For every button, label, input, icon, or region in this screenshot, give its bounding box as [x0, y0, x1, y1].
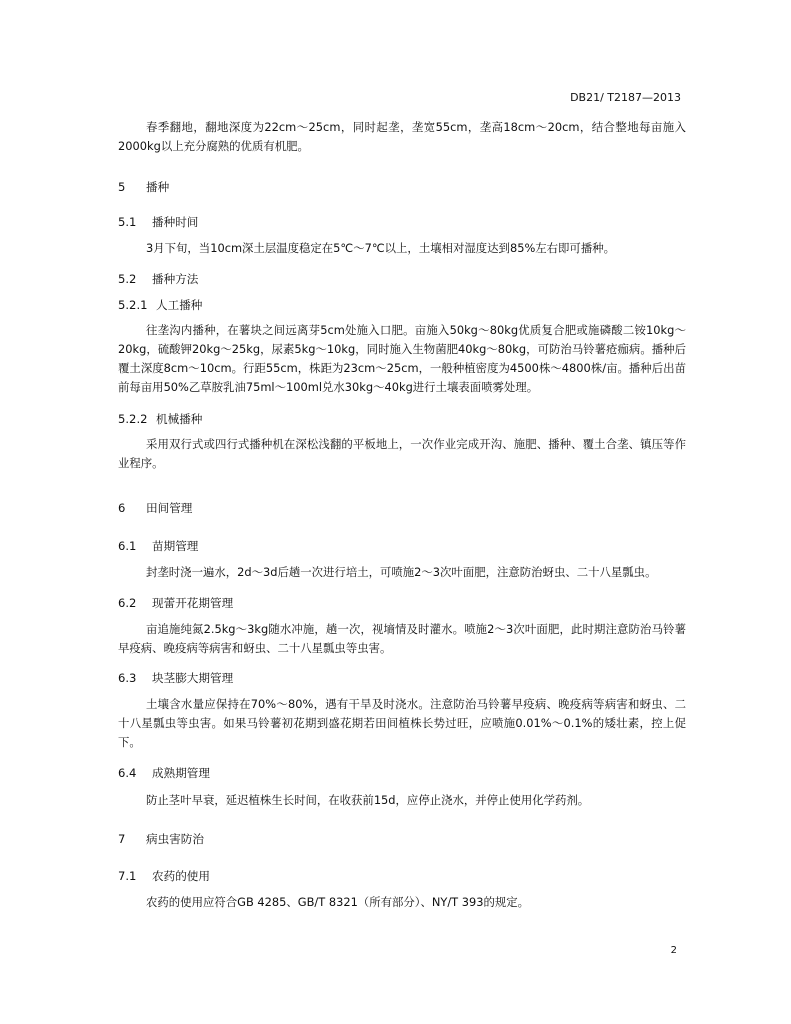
- section-5-1-heading: [118, 214, 198, 230]
- section-number: 7: [118, 832, 126, 846]
- section-6-1-paragraph: 封垄时浇一遍水，2d～3d后趟一次进行培土，可喷施2～3次叶面肥，注意防治蚜虫、二十八星瓢虫。: [146, 565, 657, 579]
- section-7-1-heading: [118, 868, 210, 884]
- section-title: 苗期管理: [152, 539, 199, 553]
- section-6-4-paragraph: 防止茎叶早衰，延迟植株生长时间，在收获前15d，应停止浇水，并停止使用化学药剂。: [146, 793, 590, 807]
- section-title: 块茎膨大期管理: [152, 671, 234, 685]
- page-number: 2: [670, 945, 677, 956]
- section-number: 6: [118, 501, 126, 515]
- section-title: 田间管理: [146, 501, 193, 515]
- section-title: 成熟期管理: [152, 766, 210, 780]
- section-5-2-2-heading: [118, 411, 202, 427]
- section-6-2-heading: [118, 595, 233, 611]
- section-title: 病虫害防治: [146, 832, 204, 846]
- section-6-3-paragraph: 土壤含水量应保持在70%～80%，遇有干旱及时浇水。注意防治马铃薯早疫病、晚疫病等病害和蚜虫、二十八星瓢虫等虫害。如果马铃薯初花期到盛花期若田间植株长势过旺，应喷施0.01%～0.1%的矮壮素，控上促下。: [118, 697, 686, 749]
- section-7-1-paragraph: 农药的使用应符合GB 4285、GB/T 8321（所有部分）、NY/T 393的规定。: [146, 895, 530, 909]
- section-title: 人工播种: [156, 298, 203, 312]
- section-number: 5.2.1: [118, 298, 148, 312]
- section-6-2-paragraph: 亩追施纯氮2.5kg～3kg随水冲施，趟一次，视墒情及时灌水。喷施2～3次叶面肥，此时期注意防治马铃薯早疫病、晚疫病等病害和蚜虫、二十八星瓢虫等虫害。: [118, 622, 686, 655]
- section-5-2-1-paragraph: 往垄沟内播种，在薯块之间远离芽5cm处施入口肥。亩施入50kg～80kg优质复合肥或施磷酸二铵10kg～20kg，硫酸钾20kg～25kg，尿素5kg～10kg，同时施入生物菌肥40kg～80kg，可防治马铃薯疮痂病。播种后覆土深度8cm～10cm。行距55cm，株距为23cm～25cm，一般种植密度为4500株～4800株/亩。播种后出苗前每亩用50%乙草胺乳油75ml～100ml兑水30kg～40kg进行土壤表面喷雾处理。: [118, 323, 686, 394]
- section-title: 现蕾开花期管理: [152, 596, 234, 610]
- section-title: 播种方法: [152, 272, 199, 286]
- section-5-1-paragraph: 3月下旬，当10cm深土层温度稳定在5℃～7℃以上，土壤相对湿度达到85%左右即可播种。: [146, 241, 615, 255]
- section-number: 6.3: [118, 671, 137, 685]
- document-code: DB21/ T2187—2013: [570, 91, 681, 104]
- section-title: 农药的使用: [152, 869, 210, 883]
- section-number: 5.1: [118, 215, 137, 229]
- section-6-3-heading: [118, 670, 233, 686]
- section-number: 6.4: [118, 766, 137, 780]
- section-number: 7.1: [118, 869, 137, 883]
- section-5-2-heading: [118, 271, 198, 287]
- section-number: 5.2: [118, 272, 137, 286]
- section-title: 机械播种: [156, 412, 203, 426]
- section-6-1-heading: [118, 538, 198, 554]
- section-5-2-1-heading: [118, 297, 202, 313]
- section-number: 5: [118, 180, 126, 194]
- section-title: 播种时间: [152, 215, 199, 229]
- section-6-heading: [118, 500, 192, 516]
- section-5-heading: [118, 179, 169, 195]
- intro-paragraph: 春季翻地，翻地深度为22cm～25cm，同时起垄，垄宽55cm，垄高18cm～20cm，结合整地每亩施入2000kg以上充分腐熟的优质有机肥。: [118, 120, 686, 153]
- section-7-heading: [118, 831, 204, 847]
- section-6-4-heading: [118, 765, 210, 781]
- section-number: 6.1: [118, 539, 137, 553]
- section-number: 5.2.2: [118, 412, 148, 426]
- section-5-2-2-paragraph: 采用双行式或四行式播种机在深松浅翻的平板地上，一次作业完成开沟、施肥、播种、覆土合垄、镇压等作业程序。: [118, 437, 686, 470]
- section-title: 播种: [146, 180, 170, 194]
- section-number: 6.2: [118, 596, 137, 610]
